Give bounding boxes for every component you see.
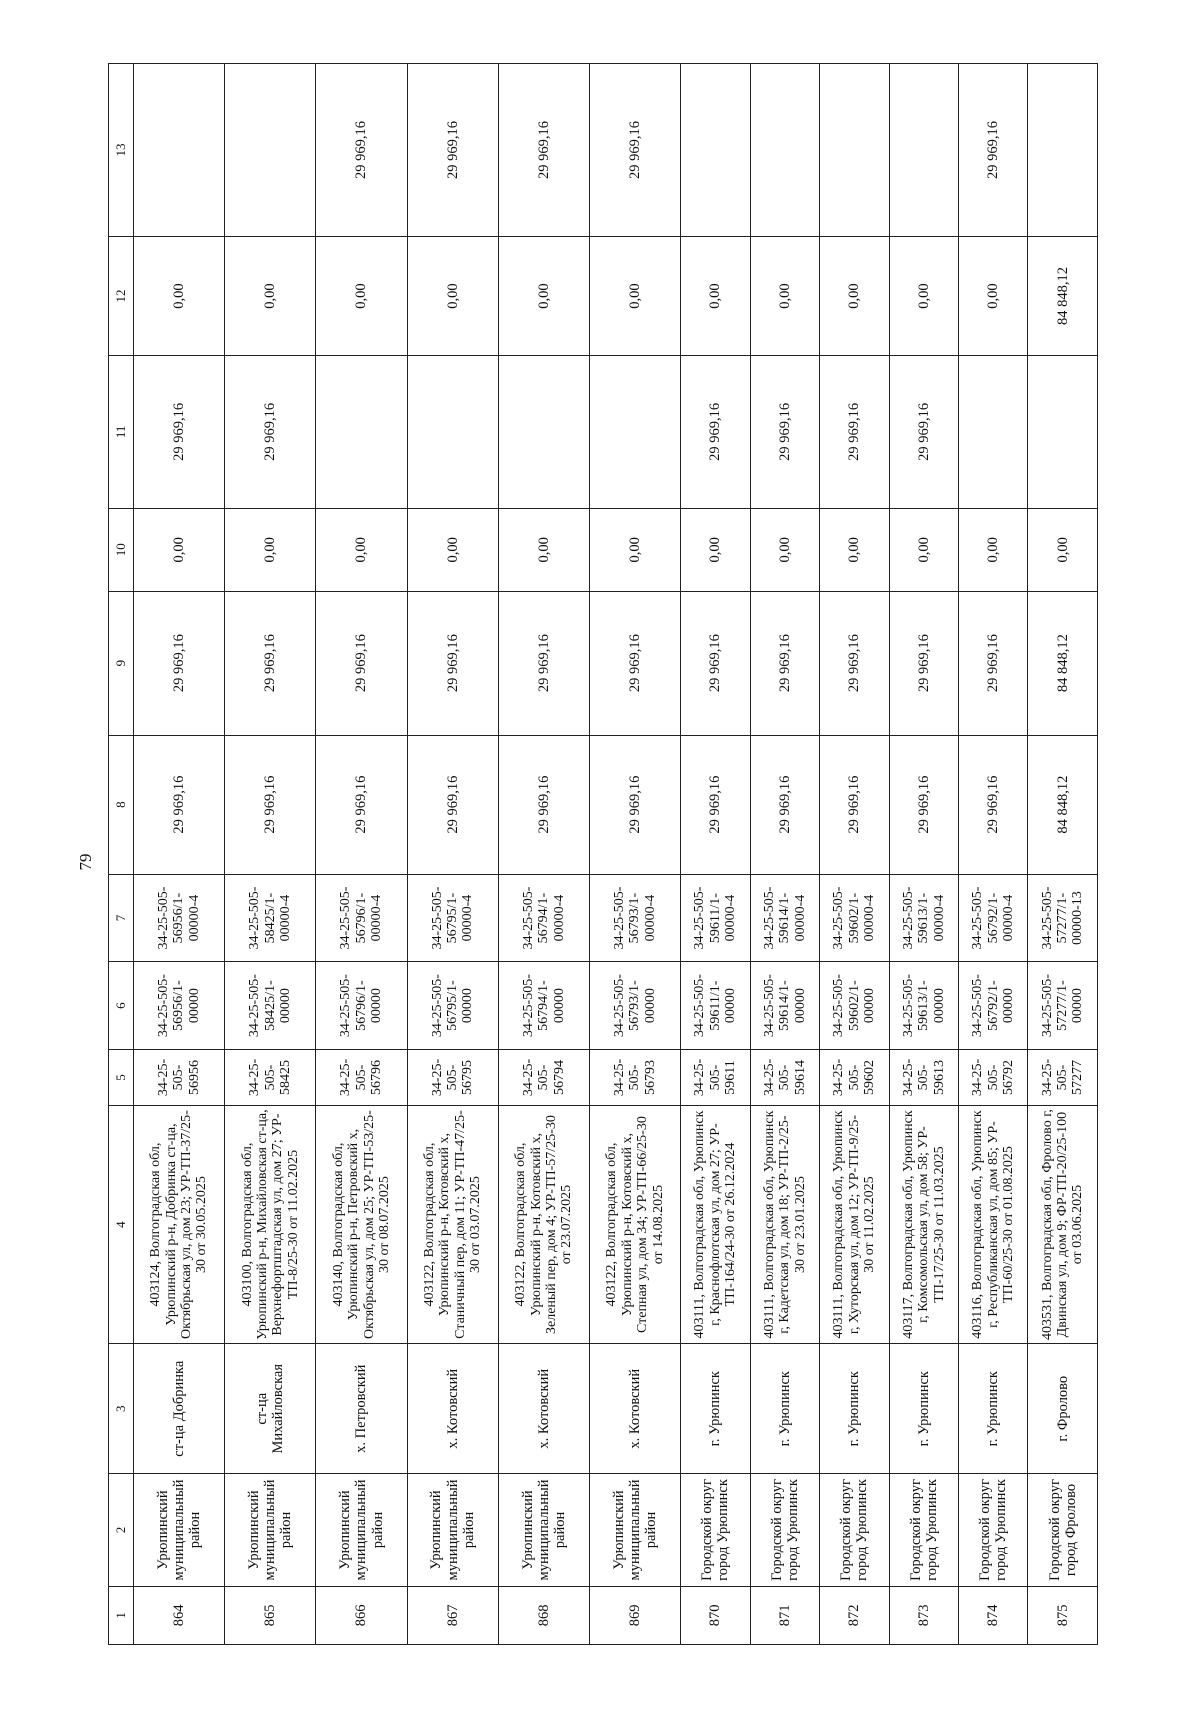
cell-settlement: г. Урюпинск: [959, 1344, 1028, 1474]
table-row: [820, 64, 889, 1645]
cell-code-5: 34-25-505-56956: [134, 1049, 225, 1105]
cell-value-12: 0,00: [407, 237, 498, 356]
cell-value-11: 29 969,16: [681, 356, 750, 509]
table-row: [498, 64, 589, 1645]
cell-code-7: 34-25-505-59611/1-00000-4: [681, 874, 750, 962]
cell-row-number: 864: [134, 1586, 225, 1644]
cell-code-7: 34-25-505-59602/1-00000-4: [820, 874, 889, 962]
cell-municipality: Урюпинский муниципальный район: [316, 1474, 407, 1586]
cell-value-13: [134, 64, 225, 237]
cell-address-contract: 403140, Волгоградская обл, Урюпинский р-н, Петровский х, Октябрьская ул, дом 25; УР-ТП-53/25-30 от 08.07.2025: [316, 1106, 407, 1344]
column-header-10: 10: [109, 508, 134, 591]
cell-value-10: 0,00: [590, 508, 681, 591]
cell-value-10: 0,00: [959, 508, 1028, 591]
cell-municipality: Урюпинский муниципальный район: [498, 1474, 589, 1586]
cell-row-number: 867: [407, 1586, 498, 1644]
cell-municipality: Урюпинский муниципальный район: [590, 1474, 681, 1586]
column-header-1: 1: [109, 1586, 134, 1644]
cell-row-number: 875: [1028, 1586, 1098, 1644]
column-header-5: 5: [109, 1049, 134, 1105]
cell-row-number: 865: [225, 1586, 316, 1644]
cell-code-7: 34-25-505-57277/1-00000-13: [1028, 874, 1098, 962]
cell-value-9: 29 969,16: [959, 591, 1028, 735]
cell-municipality: Городской округ город Урюпинск: [959, 1474, 1028, 1586]
cell-value-9: 29 969,16: [225, 591, 316, 735]
column-header-7: 7: [109, 874, 134, 962]
cell-value-12: 0,00: [498, 237, 589, 356]
header-row: [109, 64, 134, 1645]
cell-value-8: 29 969,16: [225, 735, 316, 874]
cell-value-9: 29 969,16: [889, 591, 958, 735]
cell-value-9: 29 969,16: [134, 591, 225, 735]
cell-code-7: 34-25-505-56956/1-00000-4: [134, 874, 225, 962]
table-row: [750, 64, 819, 1645]
cell-value-13: 29 969,16: [407, 64, 498, 237]
cell-value-13: [889, 64, 958, 237]
cell-value-13: [750, 64, 819, 237]
cell-address-contract: 403122, Волгоградская обл, Урюпинский р-н, Котовский х, Станичный пер, дом 11; УР-ТП-47/25-30 от 03.07.2025: [407, 1106, 498, 1344]
cell-value-12: 0,00: [590, 237, 681, 356]
cell-municipality: Городской округ город Урюпинск: [750, 1474, 819, 1586]
cell-settlement: г. Урюпинск: [681, 1344, 750, 1474]
cell-address-contract: 403122, Волгоградская обл, Урюпинский р-н, Котовский х, Зеленый пер, дом 4; УР-ТП-57/25-30 от 23.07.2025: [498, 1106, 589, 1344]
cell-address-contract: 403111, Волгоградская обл, Урюпинск г, Кадетская ул, дом 18; УР-ТП-2/25-30 от 23.01.2025: [750, 1106, 819, 1344]
cell-value-12: 0,00: [959, 237, 1028, 356]
cell-value-12: 0,00: [889, 237, 958, 356]
cell-value-12: 84 848,12: [1028, 237, 1098, 356]
cell-settlement: ст-ца Добринка: [134, 1344, 225, 1474]
cell-settlement: ст-ца Михайловская: [225, 1344, 316, 1474]
cell-value-13: [681, 64, 750, 237]
cell-value-12: 0,00: [225, 237, 316, 356]
cell-municipality: Городской округ город Фролово: [1028, 1474, 1098, 1586]
cell-value-10: 0,00: [134, 508, 225, 591]
table-row: [889, 64, 958, 1645]
cell-code-6: 34-25-505-56795/1-00000: [407, 962, 498, 1050]
table-row: [134, 64, 225, 1645]
cell-row-number: 874: [959, 1586, 1028, 1644]
cell-value-13: 29 969,16: [590, 64, 681, 237]
cell-value-8: 29 969,16: [498, 735, 589, 874]
cell-code-5: 34-25-505-56792: [959, 1049, 1028, 1105]
cell-value-10: 0,00: [316, 508, 407, 591]
table-row: [316, 64, 407, 1645]
cell-row-number: 873: [889, 1586, 958, 1644]
table-header: [109, 64, 134, 1645]
column-header-11: 11: [109, 356, 134, 509]
cell-value-8: 29 969,16: [820, 735, 889, 874]
cell-address-contract: 403117, Волгоградская обл, Урюпинск г, Комсомольская ул, дом 58; УР-ТП-17/25-30 от 11.03.2025: [889, 1106, 958, 1344]
cell-code-6: 34-25-505-57277/1-00000: [1028, 962, 1098, 1050]
cell-value-13: [1028, 64, 1098, 237]
cell-value-12: 0,00: [750, 237, 819, 356]
cell-municipality: Городской округ город Урюпинск: [889, 1474, 958, 1586]
cell-value-9: 29 969,16: [681, 591, 750, 735]
cell-code-5: 34-25-505-58425: [225, 1049, 316, 1105]
cell-row-number: 868: [498, 1586, 589, 1644]
cell-value-10: 0,00: [407, 508, 498, 591]
cell-settlement: г. Урюпинск: [820, 1344, 889, 1474]
cell-row-number: 869: [590, 1586, 681, 1644]
cell-value-9: 29 969,16: [590, 591, 681, 735]
table-row: [590, 64, 681, 1645]
cell-settlement: х. Петровский: [316, 1344, 407, 1474]
cell-code-7: 34-25-505-58425/1-00000-4: [225, 874, 316, 962]
cell-value-10: 0,00: [681, 508, 750, 591]
cell-value-11: 29 969,16: [820, 356, 889, 509]
cell-code-5: 34-25-505-59611: [681, 1049, 750, 1105]
cell-settlement: г. Урюпинск: [750, 1344, 819, 1474]
cell-code-7: 34-25-505-56792/1-00000-4: [959, 874, 1028, 962]
column-header-3: 3: [109, 1344, 134, 1474]
cell-code-6: 34-25-505-59611/1-00000: [681, 962, 750, 1050]
cell-value-8: 84 848,12: [1028, 735, 1098, 874]
cell-value-13: 29 969,16: [316, 64, 407, 237]
cell-code-5: 34-25-505-59602: [820, 1049, 889, 1105]
cell-address-contract: 403111, Волгоградская обл, Урюпинск г, Хуторская ул, дом 12; УР-ТП-9/25-30 от 11.02.2025: [820, 1106, 889, 1344]
cell-value-13: 29 969,16: [959, 64, 1028, 237]
cell-code-7: 34-25-505-56793/1-00000-4: [590, 874, 681, 962]
cell-code-5: 34-25-505-56794: [498, 1049, 589, 1105]
column-header-8: 8: [109, 735, 134, 874]
cell-value-9: 84 848,12: [1028, 591, 1098, 735]
cell-settlement: г. Фролово: [1028, 1344, 1098, 1474]
column-header-12: 12: [109, 237, 134, 356]
cell-value-12: 0,00: [681, 237, 750, 356]
cell-code-5: 34-25-505-56795: [407, 1049, 498, 1105]
cell-municipality: Городской округ город Урюпинск: [681, 1474, 750, 1586]
cell-row-number: 870: [681, 1586, 750, 1644]
cell-value-8: 29 969,16: [407, 735, 498, 874]
cell-value-10: 0,00: [225, 508, 316, 591]
cell-value-11: [959, 356, 1028, 509]
cell-value-10: 0,00: [1028, 508, 1098, 591]
rotated-table-container: [108, 63, 1098, 1645]
cell-value-8: 29 969,16: [889, 735, 958, 874]
cell-address-contract: 403124, Волгоградская обл, Урюпинский р-н, Добринка ст-ца, Октябрьская ул, дом 23; УР-ТП-37/25-30 от 30.05.2025: [134, 1106, 225, 1344]
data-table: [108, 63, 1098, 1645]
cell-municipality: Урюпинский муниципальный район: [407, 1474, 498, 1586]
cell-settlement: х. Котовский: [498, 1344, 589, 1474]
cell-address-contract: 403122, Волгоградская обл, Урюпинский р-н, Котовский х, Степная ул, дом 34; УР-ТП-66/25-30 от 14.08.2025: [590, 1106, 681, 1344]
cell-code-5: 34-25-505-59613: [889, 1049, 958, 1105]
cell-code-6: 34-25-505-56956/1-00000: [134, 962, 225, 1050]
table-row: [407, 64, 498, 1645]
cell-municipality: Урюпинский муниципальный район: [225, 1474, 316, 1586]
column-header-9: 9: [109, 591, 134, 735]
cell-value-8: 29 969,16: [134, 735, 225, 874]
cell-code-6: 34-25-505-56793/1-00000: [590, 962, 681, 1050]
cell-settlement: х. Котовский: [407, 1344, 498, 1474]
cell-code-6: 34-25-505-59602/1-00000: [820, 962, 889, 1050]
cell-code-5: 34-25-505-59614: [750, 1049, 819, 1105]
cell-address-contract: 403116, Волгоградская обл, Урюпинск г, Республиканская ул, дом 85; УР-ТП-60/25-30 от 01.08.2025: [959, 1106, 1028, 1344]
cell-value-11: [407, 356, 498, 509]
cell-address-contract: 403531, Волгоградская обл, Фролово г, Двинская ул, дом 9; ФР-ТП-20/25-100 от 03.06.2025: [1028, 1106, 1098, 1344]
cell-row-number: 866: [316, 1586, 407, 1644]
cell-value-10: 0,00: [889, 508, 958, 591]
cell-code-6: 34-25-505-59614/1-00000: [750, 962, 819, 1050]
cell-address-contract: 403111, Волгоградская обл, Урюпинск г, Краснофлотская ул, дом 27; УР-ТП-164/24-30 от 26.12.2024: [681, 1106, 750, 1344]
column-header-2: 2: [109, 1474, 134, 1586]
cell-value-11: 29 969,16: [134, 356, 225, 509]
cell-value-11: 29 969,16: [750, 356, 819, 509]
cell-row-number: 871: [750, 1586, 819, 1644]
table-row: [1028, 64, 1098, 1645]
cell-code-7: 34-25-505-56795/1-00000-4: [407, 874, 498, 962]
cell-value-11: [1028, 356, 1098, 509]
cell-value-8: 29 969,16: [959, 735, 1028, 874]
page-number: 79: [76, 853, 95, 871]
cell-value-9: 29 969,16: [750, 591, 819, 735]
table-row: [681, 64, 750, 1645]
table-row: [959, 64, 1028, 1645]
cell-value-11: [498, 356, 589, 509]
table-body: [134, 64, 1098, 1645]
cell-settlement: х. Котовский: [590, 1344, 681, 1474]
cell-value-10: 0,00: [498, 508, 589, 591]
table-row: [225, 64, 316, 1645]
cell-settlement: г. Урюпинск: [889, 1344, 958, 1474]
cell-value-13: 29 969,16: [498, 64, 589, 237]
cell-code-6: 34-25-505-56792/1-00000: [959, 962, 1028, 1050]
cell-code-6: 34-25-505-59613/1-00000: [889, 962, 958, 1050]
cell-municipality: Городской округ город Урюпинск: [820, 1474, 889, 1586]
cell-value-8: 29 969,16: [681, 735, 750, 874]
cell-code-7: 34-25-505-59613/1-00000-4: [889, 874, 958, 962]
cell-value-11: [590, 356, 681, 509]
cell-code-5: 34-25-505-56793: [590, 1049, 681, 1105]
cell-row-number: 872: [820, 1586, 889, 1644]
cell-value-9: 29 969,16: [407, 591, 498, 735]
cell-code-6: 34-25-505-58425/1-00000: [225, 962, 316, 1050]
cell-code-5: 34-25-505-57277: [1028, 1049, 1098, 1105]
cell-code-7: 34-25-505-59614/1-00000-4: [750, 874, 819, 962]
cell-code-5: 34-25-505-56796: [316, 1049, 407, 1105]
cell-municipality: Урюпинский муниципальный район: [134, 1474, 225, 1586]
cell-value-12: 0,00: [820, 237, 889, 356]
cell-value-10: 0,00: [750, 508, 819, 591]
cell-value-8: 29 969,16: [316, 735, 407, 874]
cell-value-12: 0,00: [316, 237, 407, 356]
cell-value-11: 29 969,16: [889, 356, 958, 509]
cell-value-13: [820, 64, 889, 237]
cell-value-9: 29 969,16: [498, 591, 589, 735]
cell-value-11: [316, 356, 407, 509]
cell-code-7: 34-25-505-56794/1-00000-4: [498, 874, 589, 962]
column-header-4: 4: [109, 1106, 134, 1344]
cell-code-6: 34-25-505-56794/1-00000: [498, 962, 589, 1050]
cell-value-11: 29 969,16: [225, 356, 316, 509]
cell-code-7: 34-25-505-56796/1-00000-4: [316, 874, 407, 962]
cell-value-10: 0,00: [820, 508, 889, 591]
cell-code-6: 34-25-505-56796/1-00000: [316, 962, 407, 1050]
cell-value-9: 29 969,16: [820, 591, 889, 735]
column-header-6: 6: [109, 962, 134, 1050]
cell-value-8: 29 969,16: [750, 735, 819, 874]
cell-value-9: 29 969,16: [316, 591, 407, 735]
cell-value-8: 29 969,16: [590, 735, 681, 874]
cell-value-12: 0,00: [134, 237, 225, 356]
column-header-13: 13: [109, 64, 134, 237]
cell-value-13: [225, 64, 316, 237]
cell-address-contract: 403100, Волгоградская обл, Урюпинский р-н, Михайловская ст-ца, Верхнефортштадская ул, дом 27; УР-ТП-8/25-30 от 11.02.2025: [225, 1106, 316, 1344]
